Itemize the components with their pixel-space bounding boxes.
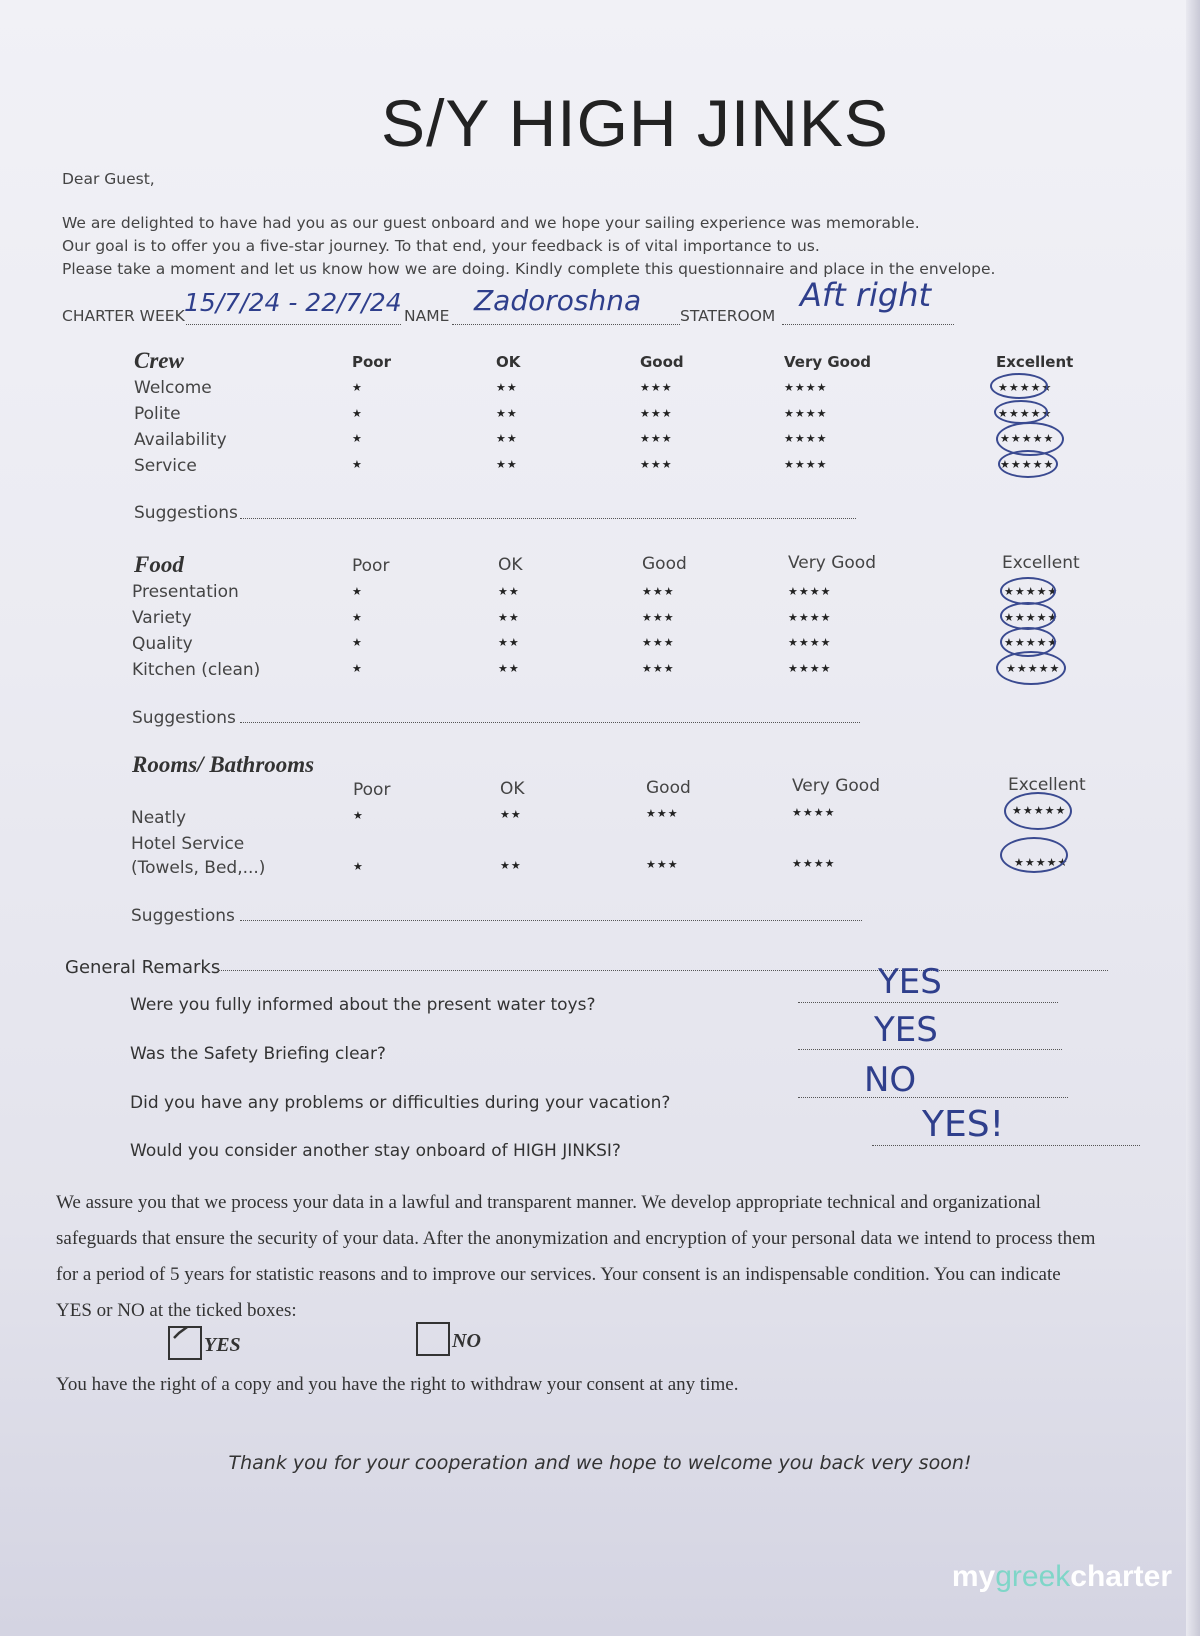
crew-section-title: Crew (134, 348, 184, 373)
star-rating-1[interactable]: ★ (352, 432, 363, 445)
food-suggestions-line[interactable] (240, 722, 860, 723)
rooms-suggestions-label: Suggestions (131, 906, 235, 926)
selected-circle (996, 651, 1066, 685)
rooms-col-very-good: Very Good (792, 776, 880, 796)
mygreekcharter-watermark: mygreekcharter (951, 1560, 1172, 1593)
rooms-col-poor: Poor (353, 780, 391, 800)
legal-line-2: safeguards that ensure the security of your data. After the anonymization and encryption of your personal data we intend to process them (56, 1228, 1096, 1249)
crew-suggestions-label: Suggestions (134, 503, 238, 523)
food-col-ok: OK (498, 555, 523, 575)
star-rating-2[interactable]: ★★ (496, 381, 518, 394)
star-rating-3[interactable]: ★★★ (640, 458, 673, 471)
star-rating-5[interactable]: ★★★★★ (1014, 856, 1069, 869)
crew-item-welcome: Welcome (134, 378, 212, 398)
food-item-variety: Variety (132, 608, 192, 628)
star-rating-5[interactable]: ★★★★★ (998, 407, 1053, 420)
selected-circle (1000, 577, 1059, 605)
star-rating-4[interactable]: ★★★★ (792, 857, 836, 870)
intro-line-1: We are delighted to have had you as our guest onboard and we hope your sailing experience was memorable. (62, 214, 920, 232)
star-rating-5[interactable]: ★★★★★ (1004, 585, 1059, 598)
star-rating-5[interactable]: ★★★★★ (1004, 611, 1059, 624)
question-1: Were you fully informed about the present water toys? (130, 995, 596, 1015)
star-rating-3[interactable]: ★★★ (640, 381, 673, 394)
rooms-section-title: Rooms/ Bathrooms (132, 752, 315, 777)
star-rating-1[interactable]: ★ (352, 585, 363, 598)
rooms-col-good: Good (646, 778, 691, 798)
crew-col-excellent: Excellent (996, 353, 1074, 371)
thank-you-text: Thank you for your cooperation and we hope to welcome you back very soon! (228, 1452, 972, 1474)
general-remarks-label: General Remarks (65, 957, 221, 978)
page-title: S/Y HIGH JINKS (381, 86, 889, 160)
answer-4[interactable]: YES! (922, 1104, 1005, 1145)
star-rating-2[interactable]: ★★ (500, 808, 522, 821)
star-rating-3[interactable]: ★★★ (642, 662, 675, 675)
star-rating-4[interactable]: ★★★★ (784, 432, 828, 445)
stateroom-label: STATEROOM (680, 307, 776, 325)
question-4: Would you consider another stay onboard of HIGH JINKSI? (130, 1141, 621, 1161)
checkmark-icon (170, 1328, 200, 1358)
star-rating-1[interactable]: ★ (352, 636, 363, 649)
star-rating-3[interactable]: ★★★ (642, 611, 675, 624)
crew-item-service: Service (134, 456, 197, 476)
star-rating-4[interactable]: ★★★★ (784, 407, 828, 420)
legal-line-1: We assure you that we process your data in a lawful and transparent manner. We develop appropriate technical and organizational (56, 1192, 1041, 1213)
star-rating-1[interactable]: ★ (352, 407, 363, 420)
answer-3[interactable]: NO (864, 1060, 917, 1100)
star-rating-1[interactable]: ★ (352, 662, 363, 675)
star-rating-5[interactable]: ★★★★★ (1006, 662, 1061, 675)
star-rating-3[interactable]: ★★★ (646, 858, 679, 871)
crew-col-good: Good (640, 353, 684, 371)
answer-2[interactable]: YES (874, 1010, 938, 1050)
star-rating-3[interactable]: ★★★ (640, 407, 673, 420)
rooms-item-hotel-service: Hotel Service (131, 834, 245, 854)
star-rating-3[interactable]: ★★★ (646, 807, 679, 820)
star-rating-2[interactable]: ★★ (498, 585, 520, 598)
consent-yes-label: YES (204, 1334, 241, 1356)
rooms-col-excellent: Excellent (1008, 775, 1086, 795)
selected-circle (1000, 602, 1059, 630)
selected-circle (994, 400, 1048, 424)
food-col-poor: Poor (352, 556, 390, 576)
star-rating-2[interactable]: ★★ (496, 458, 518, 471)
rooms-suggestions-line[interactable] (240, 920, 862, 921)
greeting: Dear Guest, (62, 170, 155, 188)
star-rating-4[interactable]: ★★★★ (788, 611, 832, 624)
crew-col-very-good: Very Good (784, 353, 872, 371)
star-rating-2[interactable]: ★★ (500, 859, 522, 872)
star-rating-1[interactable]: ★ (353, 809, 364, 822)
consent-no-checkbox[interactable] (416, 1322, 450, 1356)
star-rating-1[interactable]: ★ (352, 458, 363, 471)
legal-line-3: for a period of 5 years for statistic reasons and to improve our services. Your consent is an indispensable condition. You can indicate (56, 1264, 1061, 1285)
rights-text: You have the right of a copy and you have the right to withdraw your consent at any time. (56, 1374, 739, 1395)
star-rating-1[interactable]: ★ (353, 860, 364, 873)
rooms-col-ok: OK (500, 779, 525, 799)
question-2: Was the Safety Briefing clear? (130, 1044, 386, 1064)
crew-col-ok: OK (496, 353, 521, 371)
crew-suggestions-line[interactable] (240, 518, 856, 519)
star-rating-2[interactable]: ★★ (496, 407, 518, 420)
star-rating-5[interactable]: ★★★★★ (1000, 458, 1055, 471)
intro-line-2: Our goal is to offer you a five-star journey. To that end, your feedback is of vital importance to us. (62, 237, 820, 255)
answer-1[interactable]: YES (878, 962, 942, 1002)
food-item-kitchen: Kitchen (clean) (132, 660, 261, 680)
stateroom-value[interactable]: Aft right (800, 276, 932, 314)
consent-no-label: NO (452, 1330, 481, 1352)
paper-edge (1186, 0, 1200, 1636)
star-rating-4[interactable]: ★★★★ (792, 806, 836, 819)
star-rating-2[interactable]: ★★ (498, 662, 520, 675)
star-rating-2[interactable]: ★★ (498, 636, 520, 649)
star-rating-4[interactable]: ★★★★ (788, 585, 832, 598)
name-label: NAME (404, 307, 450, 325)
legal-line-4: YES or NO at the ticked boxes: (56, 1300, 297, 1321)
crew-item-polite: Polite (134, 404, 181, 424)
food-col-very-good: Very Good (788, 553, 876, 573)
food-suggestions-label: Suggestions (132, 708, 236, 728)
crew-col-poor: Poor (352, 353, 392, 371)
star-rating-2[interactable]: ★★ (498, 611, 520, 624)
star-rating-3[interactable]: ★★★ (642, 585, 675, 598)
star-rating-1[interactable]: ★ (352, 611, 363, 624)
food-item-presentation: Presentation (132, 582, 239, 602)
food-col-excellent: Excellent (1002, 553, 1080, 573)
star-rating-3[interactable]: ★★★ (640, 432, 673, 445)
star-rating-3[interactable]: ★★★ (642, 636, 675, 649)
star-rating-5[interactable]: ★★★★★ (1004, 636, 1059, 649)
selected-circle (1000, 837, 1068, 873)
star-rating-4[interactable]: ★★★★ (788, 662, 832, 675)
star-rating-5[interactable]: ★★★★★ (1012, 804, 1067, 817)
star-rating-4[interactable]: ★★★★ (784, 458, 828, 471)
star-rating-2[interactable]: ★★ (496, 432, 518, 445)
charter-week-value[interactable]: 15/7/24 - 22/7/24 (184, 288, 402, 317)
star-rating-1[interactable]: ★ (352, 381, 363, 394)
star-rating-5[interactable]: ★★★★★ (998, 381, 1053, 394)
food-col-good: Good (642, 554, 687, 574)
star-rating-4[interactable]: ★★★★ (788, 636, 832, 649)
charter-week-label: CHARTER WEEK (62, 307, 185, 325)
selected-circle (1004, 792, 1072, 830)
selected-circle (998, 450, 1058, 478)
name-value[interactable]: Zadoroshna (474, 284, 642, 317)
general-remarks-line[interactable] (218, 970, 1108, 971)
food-section-title: Food (134, 552, 184, 577)
crew-item-availability: Availability (134, 430, 227, 450)
star-rating-4[interactable]: ★★★★ (784, 381, 828, 394)
question-3: Did you have any problems or difficulties during your vacation? (130, 1093, 671, 1113)
rooms-item-neatly: Neatly (131, 808, 187, 828)
star-rating-5[interactable]: ★★★★★ (1000, 432, 1055, 445)
selected-circle (990, 373, 1048, 399)
rooms-item-towels-bed: (Towels, Bed,...) (131, 858, 266, 878)
consent-yes-checkbox[interactable] (168, 1326, 202, 1360)
food-item-quality: Quality (132, 634, 193, 654)
intro-line-3: Please take a moment and let us know how we are doing. Kindly complete this questionnaire and place in the envelope. (62, 260, 996, 278)
